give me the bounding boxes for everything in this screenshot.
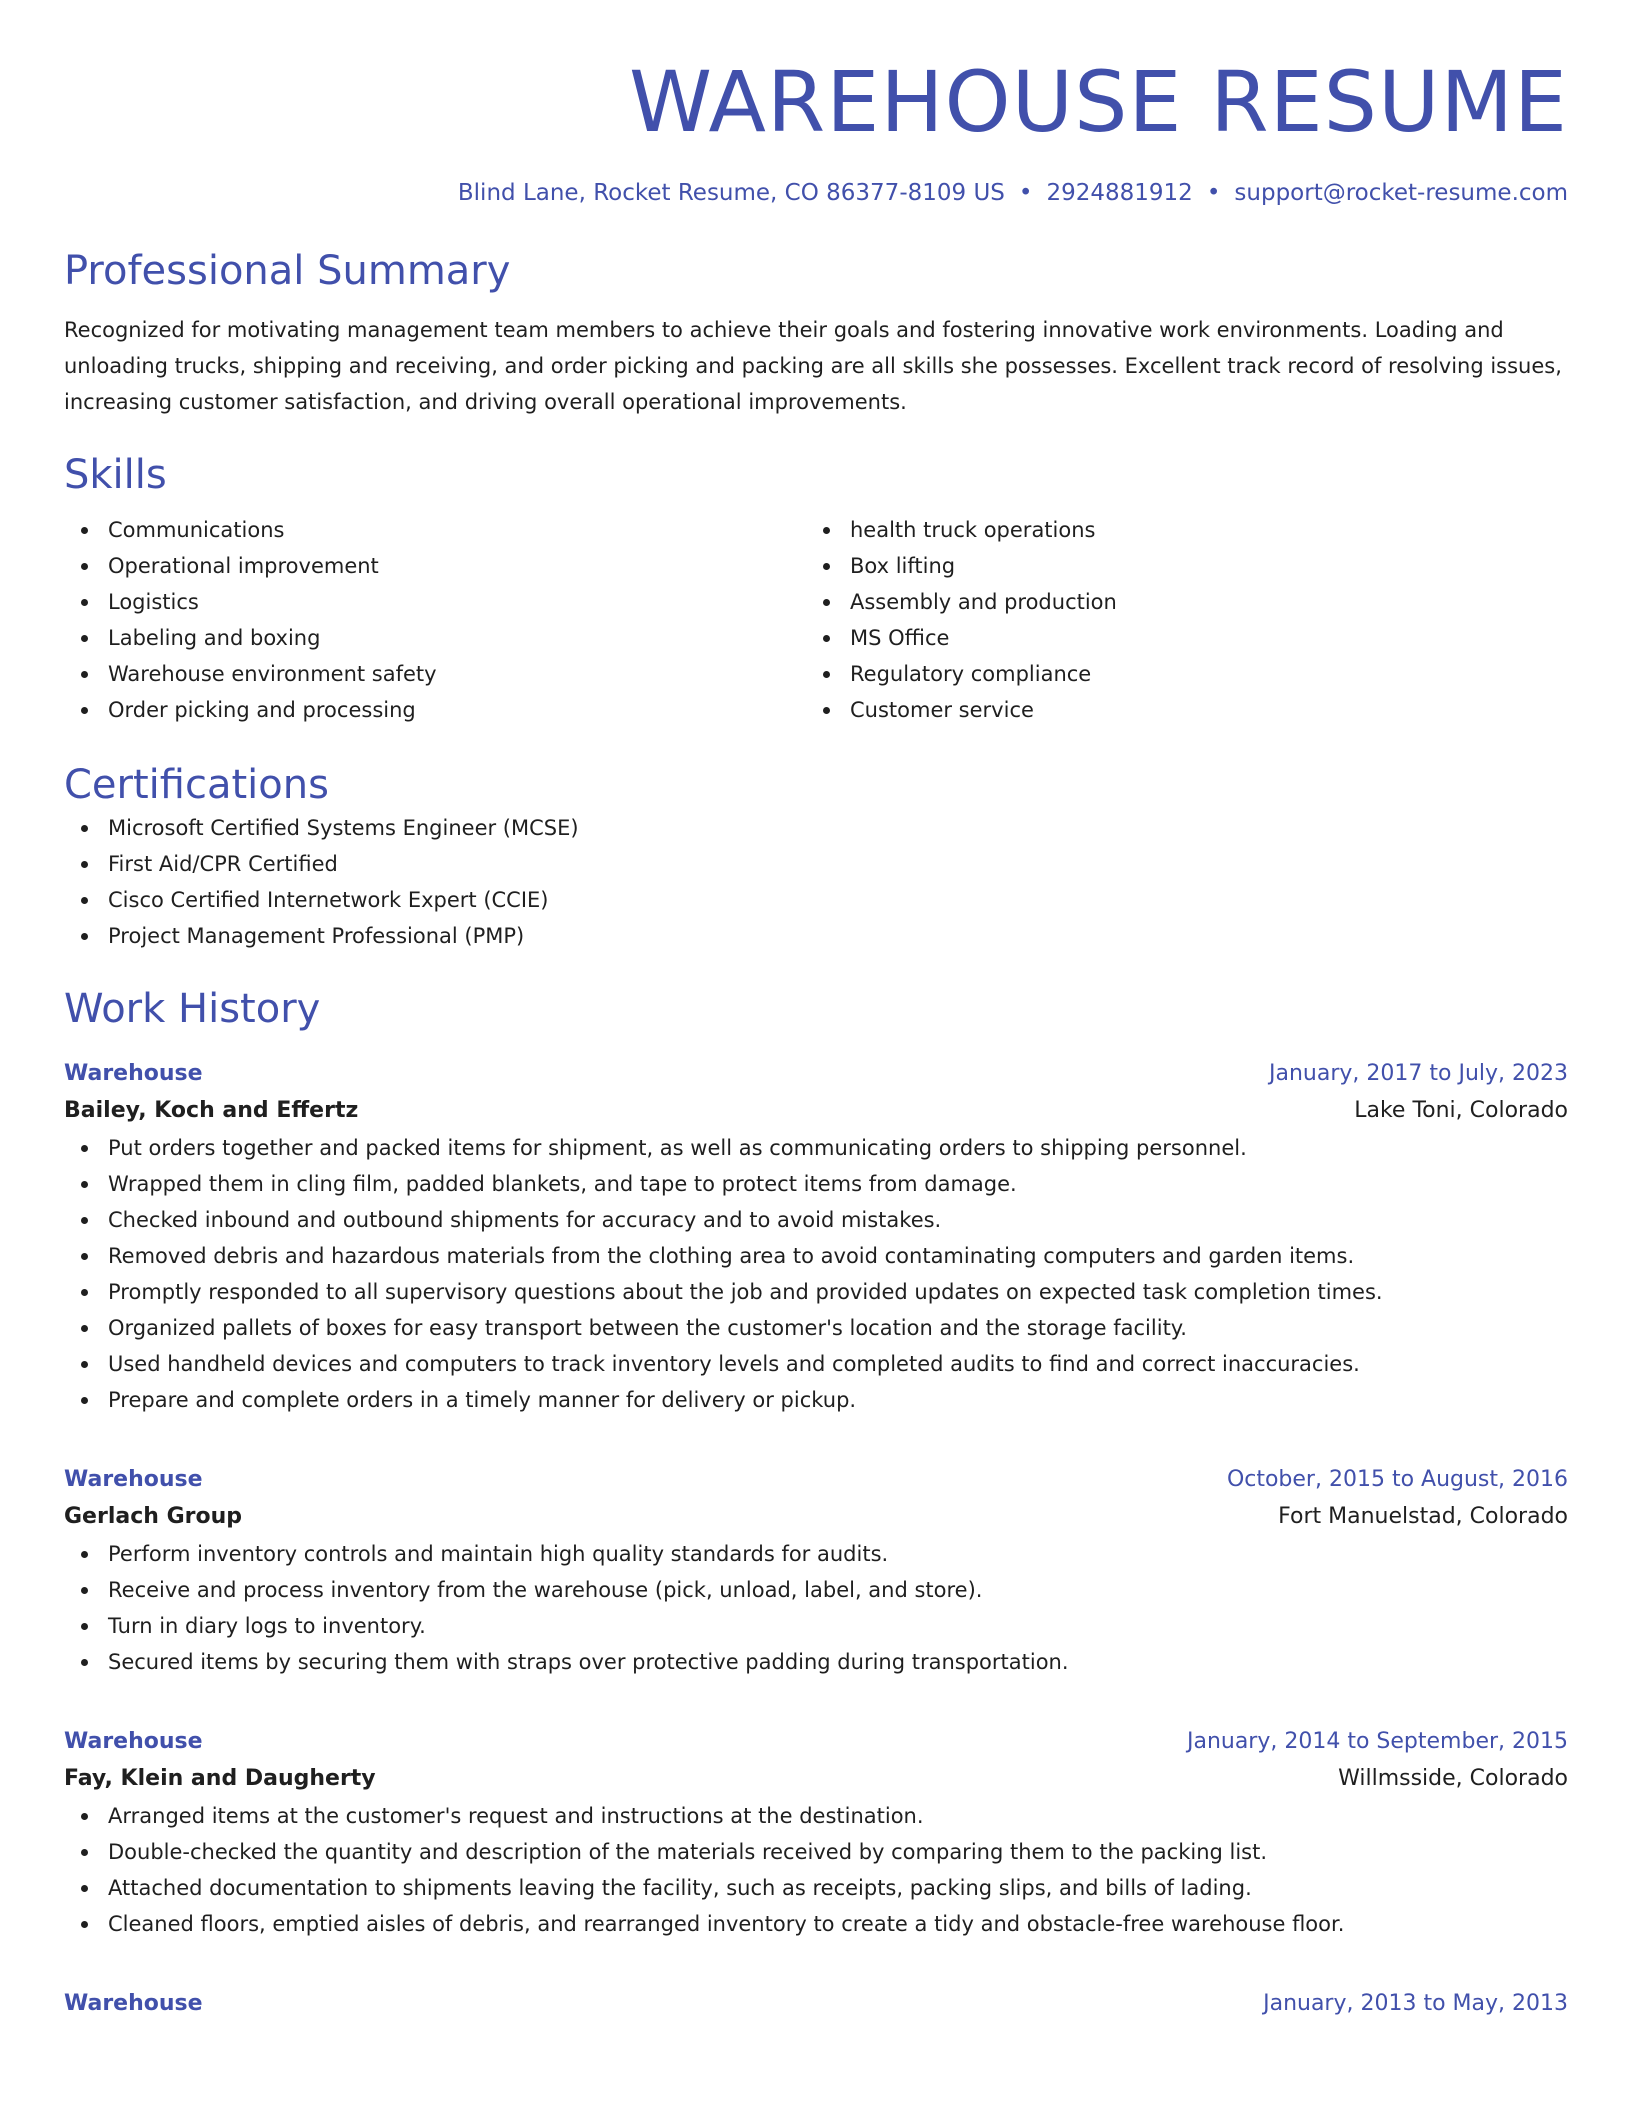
job-bullets xyxy=(64,1536,1568,1680)
job-dates: October, 2015 to August, 2016 xyxy=(1226,1467,1568,1492)
job-bullets xyxy=(64,1798,1568,1942)
job-company: Gerlach Group xyxy=(64,1504,243,1529)
job-bullet: Checked inbound and outbound shipments for accuracy and to avoid mistakes. xyxy=(64,1202,1568,1238)
skills-section xyxy=(64,450,1568,728)
job-bullet: Organized pallets of boxes for easy transport between the customer's location and the storage facility. xyxy=(64,1310,1568,1346)
contact-separator: • xyxy=(1018,180,1033,206)
contact-phone: 2924881912 xyxy=(1046,180,1193,206)
certification-item: Project Management Professional (PMP) xyxy=(64,918,1568,954)
contact-line xyxy=(64,178,1568,208)
certification-item: Microsoft Certified Systems Engineer (MCSE) xyxy=(64,810,1568,846)
work-history-heading: Work History xyxy=(64,986,321,1032)
certifications-list xyxy=(64,810,1568,954)
skill-item: Assembly and production xyxy=(806,584,1548,620)
skills-heading: Skills xyxy=(64,452,167,498)
summary-section xyxy=(64,246,1568,420)
job-company-row xyxy=(64,1498,1568,1536)
job-bullet: Arranged items at the customer's request and instructions at the destination. xyxy=(64,1798,1568,1834)
certification-item: First Aid/CPR Certified xyxy=(64,846,1568,882)
job-title: Warehouse xyxy=(64,1991,203,2016)
job-header-row xyxy=(64,1986,1568,2022)
job-entry xyxy=(64,1056,1568,1418)
job-bullet: Receive and process inventory from the warehouse (pick, unload, label, and store). xyxy=(64,1572,1568,1608)
skill-item: health truck operations xyxy=(806,512,1548,548)
job-company: Fay, Klein and Daugherty xyxy=(64,1766,376,1791)
job-bullet: Wrapped them in cling film, padded blankets, and tape to protect items from damage. xyxy=(64,1166,1568,1202)
job-company-row xyxy=(64,1760,1568,1798)
job-bullet: Removed debris and hazardous materials from the clothing area to avoid contaminating computers and garden items. xyxy=(64,1238,1568,1274)
job-entry xyxy=(64,1462,1568,1680)
job-location: Fort Manuelstad, Colorado xyxy=(1278,1504,1568,1529)
job-entry xyxy=(64,1724,1568,1942)
summary-text: Recognized for motivating management team members to achieve their goals and fostering innovative work environments. Loading and unloading trucks, shipping and receiving, and order picking and packing are all skills she possesses. Excellent track record of resolving issues, increasing customer satisfaction, and driving overall operational improvements. xyxy=(64,318,1562,414)
skill-item: Communications xyxy=(64,512,806,548)
job-bullets xyxy=(64,1130,1568,1418)
resume-title: WAREHOUSE RESUME xyxy=(628,53,1568,151)
job-bullet: Put orders together and packed items for shipment, as well as communicating orders to shipping personnel. xyxy=(64,1130,1568,1166)
job-title: Warehouse xyxy=(64,1061,203,1086)
skill-item: Warehouse environment safety xyxy=(64,656,806,692)
summary-heading: Professional Summary xyxy=(64,248,511,294)
job-dates: January, 2013 to May, 2013 xyxy=(1263,1991,1568,2016)
job-bullet: Double-checked the quantity and description of the materials received by comparing them to the packing list. xyxy=(64,1834,1568,1870)
certifications-heading: Certifications xyxy=(64,762,329,808)
skill-item: Logistics xyxy=(64,584,806,620)
skills-column-left xyxy=(64,512,806,728)
job-entry xyxy=(64,1986,1568,2022)
skill-item: Labeling and boxing xyxy=(64,620,806,656)
job-header-row xyxy=(64,1724,1568,1760)
job-bullet: Cleaned floors, emptied aisles of debris, and rearranged inventory to create a tidy and obstacle-free warehouse floor. xyxy=(64,1906,1568,1942)
job-bullet: Perform inventory controls and maintain high quality standards for audits. xyxy=(64,1536,1568,1572)
job-bullet: Promptly responded to all supervisory questions about the job and provided updates on expected task completion times. xyxy=(64,1274,1568,1310)
job-title: Warehouse xyxy=(64,1467,203,1492)
job-dates: January, 2014 to September, 2015 xyxy=(1186,1729,1568,1754)
certification-item: Cisco Certified Internetwork Expert (CCIE) xyxy=(64,882,1568,918)
contact-email[interactable]: support@rocket-resume.com xyxy=(1234,180,1568,206)
contact-separator: • xyxy=(1206,180,1221,206)
job-bullet: Used handheld devices and computers to track inventory levels and completed audits to find and correct inaccuracies. xyxy=(64,1346,1568,1382)
skill-item: Regulatory compliance xyxy=(806,656,1548,692)
contact-address: Blind Lane, Rocket Resume, CO 86377-8109 US xyxy=(457,180,1005,206)
job-bullet: Secured items by securing them with straps over protective padding during transportation. xyxy=(64,1644,1568,1680)
certifications-section xyxy=(64,760,1568,954)
skills-column-right xyxy=(806,512,1548,728)
skill-item: Order picking and processing xyxy=(64,692,806,728)
job-bullet: Turn in diary logs to inventory. xyxy=(64,1608,1568,1644)
job-header-row xyxy=(64,1462,1568,1498)
job-bullet: Prepare and complete orders in a timely manner for delivery or pickup. xyxy=(64,1382,1568,1418)
skill-item: MS Office xyxy=(806,620,1548,656)
job-company: Bailey, Koch and Effertz xyxy=(64,1098,359,1123)
skill-item: Customer service xyxy=(806,692,1548,728)
job-header-row xyxy=(64,1056,1568,1092)
job-bullet: Attached documentation to shipments leaving the facility, such as receipts, packing slips, and bills of lading. xyxy=(64,1870,1568,1906)
resume-header xyxy=(64,0,1568,208)
skill-item: Box lifting xyxy=(806,548,1548,584)
job-dates: January, 2017 to July, 2023 xyxy=(1269,1061,1568,1086)
job-location: Willmsside, Colorado xyxy=(1338,1766,1568,1791)
skill-item: Operational improvement xyxy=(64,548,806,584)
job-company-row xyxy=(64,1092,1568,1130)
job-title: Warehouse xyxy=(64,1729,203,1754)
skills-grid xyxy=(64,512,1568,728)
job-location: Lake Toni, Colorado xyxy=(1354,1098,1568,1123)
work-history-section xyxy=(64,984,1568,2022)
